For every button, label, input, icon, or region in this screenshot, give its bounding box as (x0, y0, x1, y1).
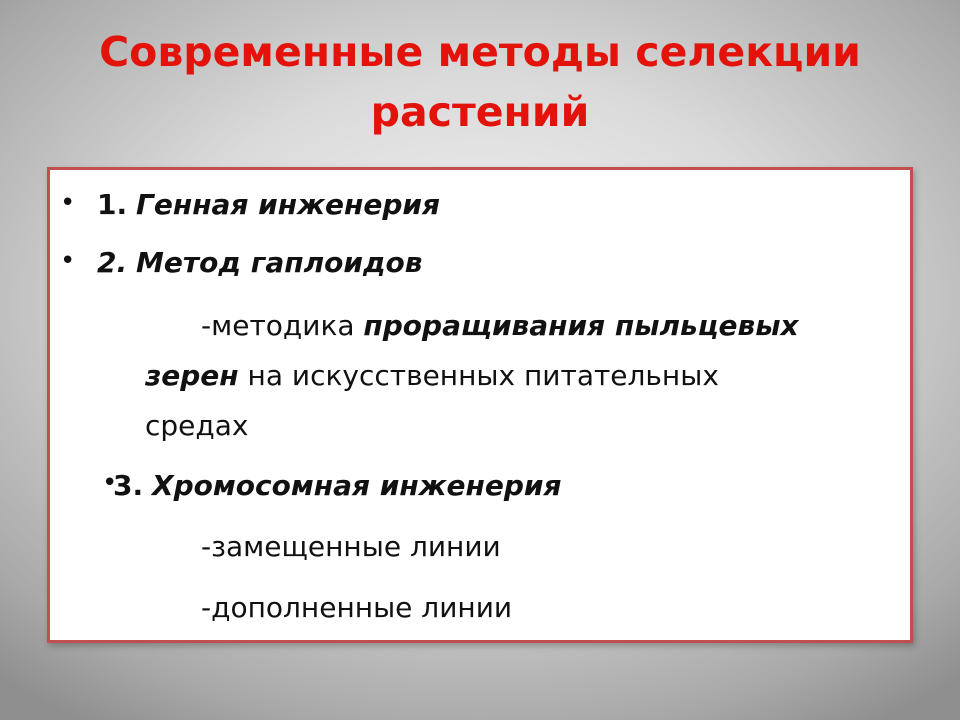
item-2-detail-line-3: средах (145, 409, 249, 442)
bullet-item-3: • (102, 468, 118, 498)
item-2-number: 2. (97, 246, 128, 279)
item-3-number: 3. (113, 469, 144, 502)
detail-prefix: -методика (201, 309, 364, 342)
list-item-3 (113, 469, 562, 503)
detail-rest-line-2: на искусственных питательных (238, 359, 719, 392)
content-box (47, 167, 913, 643)
item-2-detail-line-2 (145, 359, 719, 393)
item-1-text: Генная инженерия (136, 188, 440, 221)
list-item-1 (97, 188, 440, 222)
list-item-2 (97, 246, 423, 280)
detail-bold-part-2: зерен (145, 359, 239, 392)
item-3-text: Хромосомная инженерия (152, 469, 562, 502)
slide-title: Современные методы селекции растений (99, 28, 861, 136)
item-2-detail-line-1 (201, 309, 799, 343)
item-3-sub-2: -дополненные линии (201, 591, 513, 624)
item-3-sub-1: -замещенные линии (201, 530, 501, 563)
bullet-item-1: • (60, 188, 76, 218)
bullet-item-2: • (60, 246, 76, 276)
detail-bold-part-1: проращивания пыльцевых (363, 309, 799, 342)
item-1-number: 1. (97, 188, 128, 221)
item-2-text: Метод гаплоидов (136, 246, 423, 279)
